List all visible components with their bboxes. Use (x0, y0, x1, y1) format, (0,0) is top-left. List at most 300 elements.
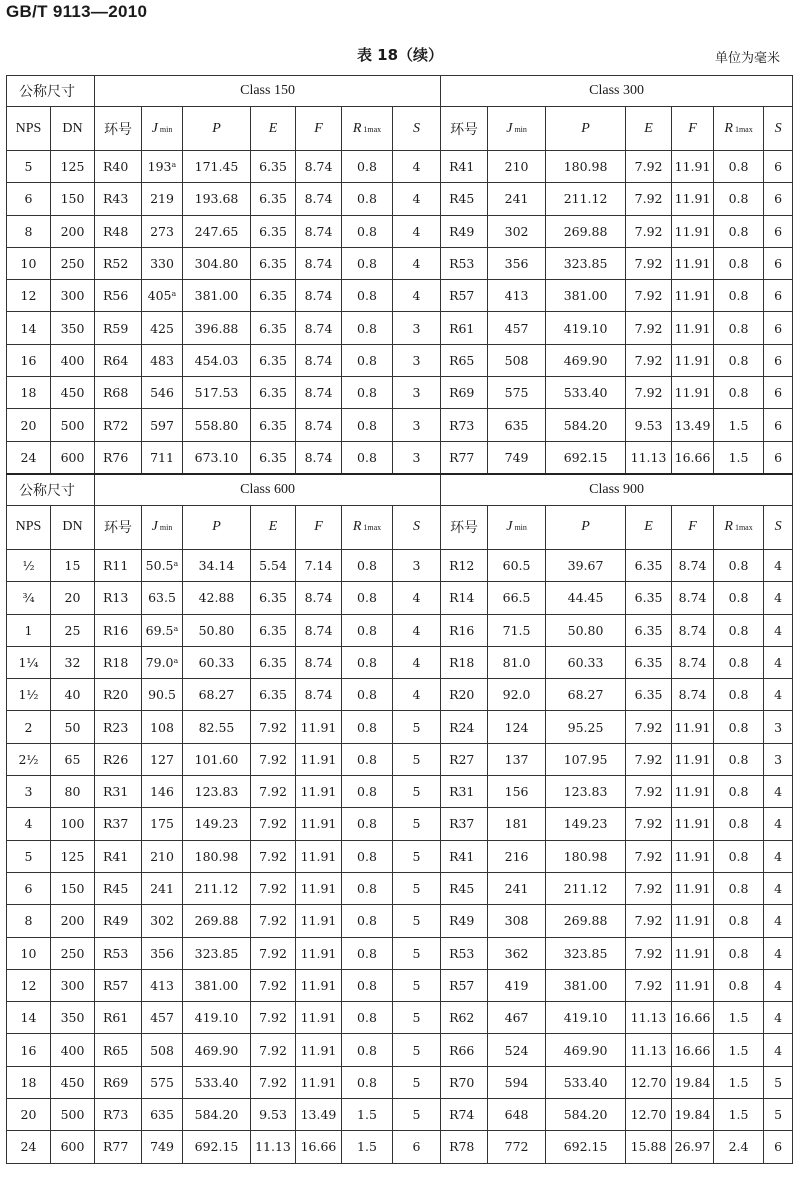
table-cell: 18 (7, 1066, 51, 1098)
table-cell: R69 (95, 1066, 142, 1098)
table-cell: R57 (441, 280, 488, 312)
table-cell: 3 (7, 776, 51, 808)
table-cell: 3 (393, 549, 441, 581)
table-cell: 7.92 (626, 872, 672, 904)
table-cell: R72 (95, 409, 142, 441)
symbol-main: J (506, 519, 513, 535)
table-cell: 0.8 (342, 280, 393, 312)
table-row (7, 872, 793, 904)
table-cell: 4 (393, 646, 441, 678)
table-cell: 1.5 (342, 1099, 393, 1131)
table-cell: 12.70 (626, 1066, 672, 1098)
table-cell: R13 (95, 582, 142, 614)
table-cell: 12 (7, 969, 51, 1001)
e-header (251, 505, 296, 549)
table-cell: 25 (51, 614, 95, 646)
table-cell: 0.8 (342, 840, 393, 872)
table-cell: 381.00 (546, 969, 626, 1001)
table-cell: 7.14 (296, 549, 342, 581)
table-cell: 405ᵃ (142, 280, 183, 312)
table-cell: 8.74 (296, 280, 342, 312)
table-cell: 11.91 (296, 776, 342, 808)
table-cell: 15 (51, 549, 95, 581)
s-header (393, 107, 441, 151)
table-cell: 3 (393, 409, 441, 441)
table-cell: 8.74 (296, 409, 342, 441)
table-cell: 323.85 (546, 247, 626, 279)
table-cell: 1.5 (714, 1002, 764, 1034)
table-cell: 500 (51, 409, 95, 441)
table-cell: 469.90 (546, 1034, 626, 1066)
table-cell: 3 (764, 711, 793, 743)
table-cell: 123.83 (546, 776, 626, 808)
table-cell: 7.92 (251, 937, 296, 969)
table-cell: 71.5 (488, 614, 546, 646)
table-cell: 137 (488, 743, 546, 775)
table-cell: 6.35 (251, 247, 296, 279)
table-cell: 11.91 (296, 937, 342, 969)
table-cell: 6 (764, 312, 793, 344)
table-cell: R49 (441, 215, 488, 247)
r1max-header (342, 107, 393, 151)
table-cell: 211.12 (546, 183, 626, 215)
table-cell: 6 (764, 215, 793, 247)
class-label-left: Class 600 (95, 474, 441, 506)
table-cell: 3 (393, 344, 441, 376)
table-cell: 7.92 (626, 247, 672, 279)
class-header-row (7, 76, 793, 107)
table-cell: 2½ (7, 743, 51, 775)
table-cell: 500 (51, 1099, 95, 1131)
table-cell: R49 (95, 905, 142, 937)
table-cell: 1.5 (714, 1066, 764, 1098)
table-row (7, 1066, 793, 1098)
table-cell: 68.27 (183, 679, 251, 711)
table-cell: 180.98 (183, 840, 251, 872)
table-cell: 5 (764, 1099, 793, 1131)
table-cell: 673.10 (183, 441, 251, 474)
table-cell: 11.91 (672, 183, 714, 215)
table-cell: 4 (764, 808, 793, 840)
table-cell: 149.23 (183, 808, 251, 840)
table-cell: 7.92 (626, 711, 672, 743)
table-cell: 16.66 (672, 1002, 714, 1034)
symbol-main: F (314, 120, 323, 136)
table-cell: 16.66 (296, 1131, 342, 1163)
table-cell: 92.0 (488, 679, 546, 711)
e-header (626, 505, 672, 549)
f-header (672, 107, 714, 151)
table-cell: 304.80 (183, 247, 251, 279)
table-cell: 635 (488, 409, 546, 441)
f-header (296, 505, 342, 549)
table-row (7, 840, 793, 872)
symbol-main: F (314, 519, 323, 535)
f-header (296, 107, 342, 151)
table-row (7, 937, 793, 969)
table-cell: 11.91 (672, 377, 714, 409)
table-cell: R52 (95, 247, 142, 279)
table-row (7, 1034, 793, 1066)
table-cell: 125 (51, 840, 95, 872)
table-cell: 381.00 (546, 280, 626, 312)
table-cell: 483 (142, 344, 183, 376)
table-cell: 0.8 (342, 808, 393, 840)
table-cell: 323.85 (546, 937, 626, 969)
table-cell: 524 (488, 1034, 546, 1066)
table-cell: 5 (393, 743, 441, 775)
table-cell: 0.8 (342, 549, 393, 581)
table-cell: 0.8 (714, 711, 764, 743)
ring-number-header: 环号 (441, 505, 488, 549)
table-cell: 1 (7, 614, 51, 646)
table-cell: 4 (764, 679, 793, 711)
table-cell: 80 (51, 776, 95, 808)
table-cell: 0.8 (714, 646, 764, 678)
table-cell: 123.83 (183, 776, 251, 808)
p-header (183, 107, 251, 151)
table-cell: R77 (95, 1131, 142, 1163)
table-cell: 584.20 (183, 1099, 251, 1131)
table-cell: 1.5 (714, 409, 764, 441)
table-cell: 0.8 (714, 743, 764, 775)
table-cell: R45 (441, 183, 488, 215)
table-cell: 7.92 (626, 937, 672, 969)
table-cell: 0.8 (714, 937, 764, 969)
table-cell: 533.40 (546, 1066, 626, 1098)
table-cell: 749 (488, 441, 546, 474)
table-cell: 4 (393, 679, 441, 711)
table-cell: 0.8 (342, 1066, 393, 1098)
table-cell: R31 (95, 776, 142, 808)
symbol-main: F (688, 120, 697, 136)
table-cell: 11.91 (672, 280, 714, 312)
table-cell: 90.5 (142, 679, 183, 711)
standard-code: GB/T 9113—2010 (6, 2, 148, 21)
symbol-main: P (212, 519, 221, 535)
table-row (7, 582, 793, 614)
table-cell: 6 (764, 183, 793, 215)
table-cell: 11.91 (672, 969, 714, 1001)
table-cell: 7.92 (626, 905, 672, 937)
table-cell: 210 (488, 151, 546, 183)
table-cell: 69.5ᵃ (142, 614, 183, 646)
nps-header: NPS (7, 505, 51, 549)
table-cell: 6 (7, 183, 51, 215)
table-cell: R65 (95, 1034, 142, 1066)
symbol-subscript: min (157, 124, 173, 134)
table-cell: R57 (441, 969, 488, 1001)
symbol-main: J (151, 120, 158, 136)
table-cell: 0.8 (714, 312, 764, 344)
symbol-main: F (688, 519, 697, 535)
table-cell: 241 (488, 183, 546, 215)
table-cell: R16 (95, 614, 142, 646)
j-min-header (488, 107, 546, 151)
table-cell: 584.20 (546, 409, 626, 441)
table-cell: 8 (7, 215, 51, 247)
symbol-main: P (581, 120, 590, 136)
table-cell: 211.12 (183, 872, 251, 904)
table-cell: 0.8 (342, 743, 393, 775)
table-cell: 0.8 (714, 872, 764, 904)
table-cell: 558.80 (183, 409, 251, 441)
table-cell: 8.74 (296, 646, 342, 678)
table-cell: 210 (142, 840, 183, 872)
table-row (7, 183, 793, 215)
table-cell: 469.90 (183, 1034, 251, 1066)
symbol-subscript: min (512, 124, 527, 134)
table-cell: 6 (764, 247, 793, 279)
table-cell: R53 (441, 247, 488, 279)
table-cell: 323.85 (183, 937, 251, 969)
nps-header: NPS (7, 107, 51, 151)
table-cell: 0.8 (714, 582, 764, 614)
table-cell: 6 (764, 377, 793, 409)
e-header (251, 107, 296, 151)
table-cell: 8 (7, 905, 51, 937)
table-cell: 400 (51, 344, 95, 376)
symbol-main: E (268, 120, 278, 136)
table-cell: 18 (7, 377, 51, 409)
table-cell: 0.8 (342, 247, 393, 279)
table-cell: 7.92 (251, 1034, 296, 1066)
symbol-main: J (151, 519, 158, 535)
table-cell: 216 (488, 840, 546, 872)
table-cell: 146 (142, 776, 183, 808)
table-cell: 6 (393, 1131, 441, 1163)
table-cell: R26 (95, 743, 142, 775)
table-cell: 8.74 (296, 215, 342, 247)
table-cell: 362 (488, 937, 546, 969)
table-cell: 711 (142, 441, 183, 474)
table-cell: 8.74 (296, 679, 342, 711)
table-cell: 11.13 (251, 1131, 296, 1163)
table-cell: 4 (393, 151, 441, 183)
table-cell: 16.66 (672, 441, 714, 474)
table-cell: 44.45 (546, 582, 626, 614)
table-cell: 50 (51, 711, 95, 743)
table-cell: R41 (441, 840, 488, 872)
table-row (7, 808, 793, 840)
table-cell: 66.5 (488, 582, 546, 614)
table-cell: 11.91 (672, 344, 714, 376)
table-cell: 1½ (7, 679, 51, 711)
table-cell: 42.88 (183, 582, 251, 614)
table-cell: 7.92 (251, 905, 296, 937)
table-cell: 0.8 (342, 646, 393, 678)
table-cell: 11.91 (672, 743, 714, 775)
e-header (626, 107, 672, 151)
table-cell: 7.92 (251, 808, 296, 840)
table-cell: 6 (764, 441, 793, 474)
table-cell: 4 (764, 1002, 793, 1034)
table-cell: R53 (95, 937, 142, 969)
table-cell: 7.92 (626, 840, 672, 872)
table-cell: 6 (764, 409, 793, 441)
table-cell: 3 (393, 312, 441, 344)
table-row (7, 905, 793, 937)
table-cell: 193.68 (183, 183, 251, 215)
table-cell: 16 (7, 1034, 51, 1066)
f-header (672, 505, 714, 549)
table-cell: 11.91 (296, 1066, 342, 1098)
table-cell: R76 (95, 441, 142, 474)
table-cell: 0.8 (714, 549, 764, 581)
table-cell: 241 (488, 872, 546, 904)
table-cell: 7.92 (626, 743, 672, 775)
table-cell: 6 (764, 280, 793, 312)
table-cell: 467 (488, 1002, 546, 1034)
table-cell: 3 (393, 441, 441, 474)
table-cell: 0.8 (342, 344, 393, 376)
table-cell: 60.33 (183, 646, 251, 678)
table-cell: R53 (441, 937, 488, 969)
table-cell: 0.8 (714, 905, 764, 937)
table-cell: 100 (51, 808, 95, 840)
table-cell: 0.8 (342, 377, 393, 409)
table-row (7, 247, 793, 279)
table-cell: 0.8 (342, 1034, 393, 1066)
table-cell: 11.91 (296, 711, 342, 743)
table-cell: 7.92 (251, 1066, 296, 1098)
table-cell: 1.5 (714, 1034, 764, 1066)
table-cell: 50.80 (546, 614, 626, 646)
table-cell: 7.92 (626, 280, 672, 312)
table-cell: 11.91 (296, 840, 342, 872)
table-cell: R65 (441, 344, 488, 376)
table-cell: R12 (441, 549, 488, 581)
table-cell: 50.5ᵃ (142, 549, 183, 581)
symbol-main: R (724, 519, 733, 535)
table-cell: 7.92 (626, 215, 672, 247)
symbol-main: S (774, 120, 782, 136)
symbol-subscript: min (157, 523, 173, 533)
table-cell: 81.0 (488, 646, 546, 678)
table-row (7, 377, 793, 409)
table-row (7, 969, 793, 1001)
table-cell: 4 (393, 582, 441, 614)
table-cell: R14 (441, 582, 488, 614)
table-cell: 0.8 (342, 905, 393, 937)
table-cell: 0.8 (714, 183, 764, 215)
table-cell: 11.91 (672, 905, 714, 937)
table-cell: 20 (51, 582, 95, 614)
table-cell: 26.97 (672, 1131, 714, 1163)
table-cell: 125 (51, 151, 95, 183)
symbol-main: J (506, 120, 513, 136)
table-cell: 181 (488, 808, 546, 840)
table-cell: 413 (142, 969, 183, 1001)
table-cell: R64 (95, 344, 142, 376)
table-cell: 5 (7, 840, 51, 872)
r1max-header (342, 505, 393, 549)
table-cell: R41 (441, 151, 488, 183)
p-header (183, 505, 251, 549)
table-cell: 5 (393, 711, 441, 743)
table-cell: 7.92 (251, 969, 296, 1001)
j-min-header (142, 505, 183, 549)
table-cell: 508 (488, 344, 546, 376)
table-cell: 11.91 (296, 808, 342, 840)
table-cell: 6.35 (251, 312, 296, 344)
table-cell: 5 (393, 1099, 441, 1131)
table-cell: 5 (393, 1034, 441, 1066)
table-cell: 171.45 (183, 151, 251, 183)
table-cell: 457 (488, 312, 546, 344)
table-cell: 14 (7, 1002, 51, 1034)
table-cell: 34.14 (183, 549, 251, 581)
table-row (7, 312, 793, 344)
r1max-header (714, 505, 764, 549)
table-cell: 0.8 (342, 582, 393, 614)
table-cell: 124 (488, 711, 546, 743)
table-cell: 350 (51, 1002, 95, 1034)
table-cell: 2 (7, 711, 51, 743)
table-cell: 150 (51, 183, 95, 215)
table-row (7, 711, 793, 743)
nominal-size-header: 公称尺寸 (7, 474, 95, 506)
table-cell: 13.49 (672, 409, 714, 441)
table-cell: 79.0ᵃ (142, 646, 183, 678)
table-cell: 6 (764, 151, 793, 183)
table-cell: 457 (142, 1002, 183, 1034)
table-cell: 8.74 (672, 614, 714, 646)
table-cell: 5 (393, 776, 441, 808)
table-cell: 5 (393, 808, 441, 840)
table-cell: R18 (441, 646, 488, 678)
symbol-main: E (268, 519, 278, 535)
table-cell: 1.5 (714, 1099, 764, 1131)
table-cell: 11.91 (672, 711, 714, 743)
table-cell: 4 (7, 808, 51, 840)
table-cell: 11.91 (296, 1034, 342, 1066)
table-cell: 575 (142, 1066, 183, 1098)
table-cell: 584.20 (546, 1099, 626, 1131)
table-cell: 0.8 (714, 614, 764, 646)
table-cell: 19.84 (672, 1066, 714, 1098)
p-header (546, 505, 626, 549)
table-row (7, 679, 793, 711)
table-cell: 450 (51, 1066, 95, 1098)
table-cell: 13.49 (296, 1099, 342, 1131)
table-cell: 50.80 (183, 614, 251, 646)
table-cell: 7.92 (626, 312, 672, 344)
table-cell: 419.10 (546, 312, 626, 344)
table-cell: 6.35 (251, 614, 296, 646)
table-cell: 0.8 (342, 409, 393, 441)
ring-number-header: 环号 (95, 505, 142, 549)
table-cell: R78 (441, 1131, 488, 1163)
symbol-subscript: min (512, 523, 527, 533)
symbol-main: R (352, 519, 362, 535)
table-cell: 11.91 (296, 905, 342, 937)
table-cell: 8.74 (296, 614, 342, 646)
table-cell: 63.5 (142, 582, 183, 614)
table-cell: 6.35 (626, 549, 672, 581)
table-cell: 24 (7, 1131, 51, 1163)
table-cell: 0.8 (714, 280, 764, 312)
table-cell: 4 (764, 905, 793, 937)
table-cell: 11.91 (296, 1002, 342, 1034)
table-cell: R40 (95, 151, 142, 183)
table-cell: 356 (142, 937, 183, 969)
table-cell: 20 (7, 409, 51, 441)
table-cell: 396.88 (183, 312, 251, 344)
table-cell: 0.8 (342, 441, 393, 474)
table-cell: 8.74 (296, 151, 342, 183)
table-cell: 6.35 (626, 582, 672, 614)
